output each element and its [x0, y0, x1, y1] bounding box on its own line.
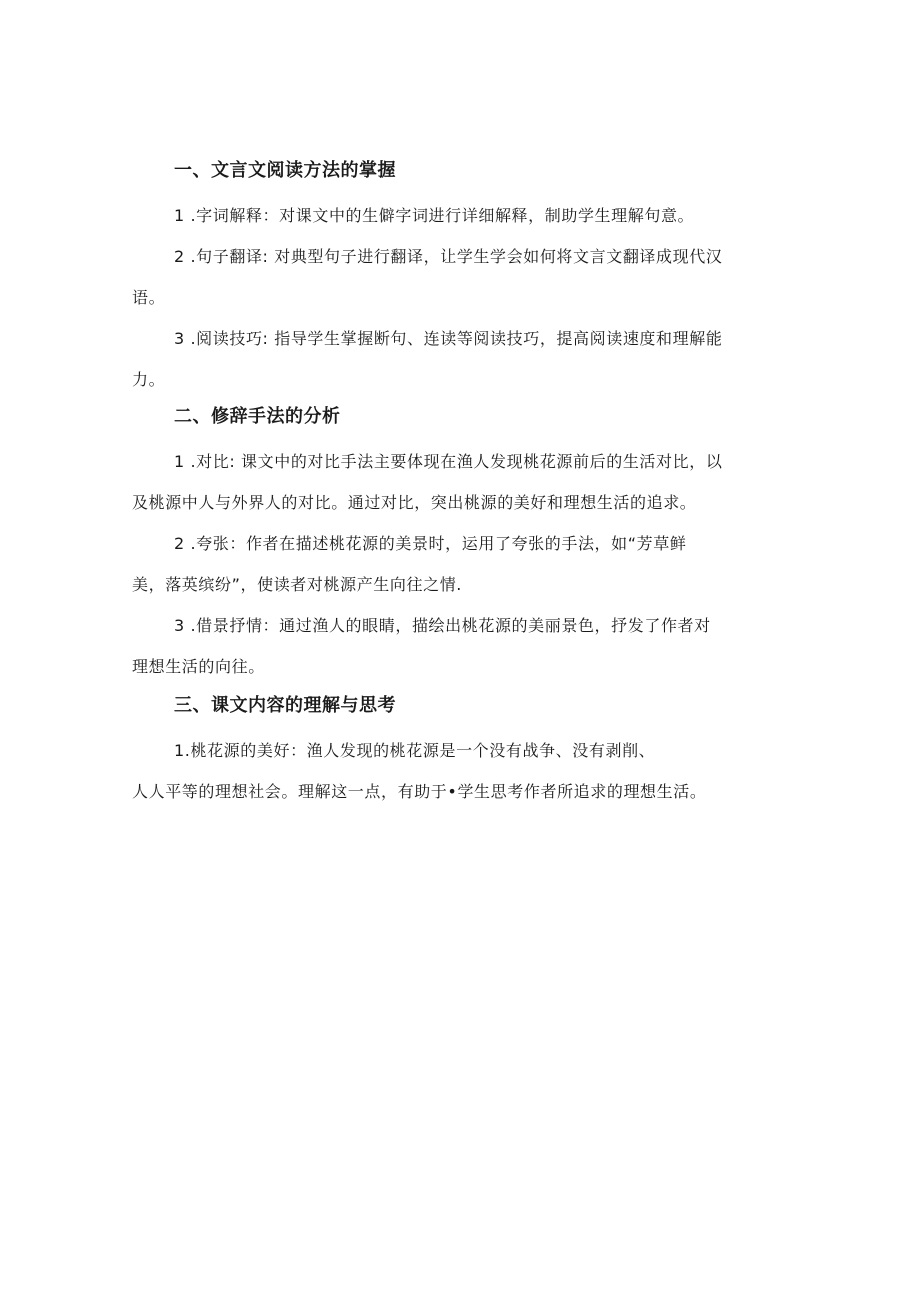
item-line: 语。: [132, 288, 166, 307]
item-line: 1.桃花源的美好：渔人发现的桃花源是一个没有战争、没有剥削、: [174, 741, 656, 760]
item-line: 3 .阅读技巧: 指导学生掌握断句、连读等阅读技巧，提高阅读速度和理解能: [174, 329, 723, 348]
item-line: 力。: [132, 370, 166, 389]
item-line: 3 .借景抒情：通过渔人的眼睛，描绘出桃花源的美丽景色，抒发了作者对: [174, 616, 711, 635]
item-line: 人人平等的理想社会。理解这一点，有助于•学生思考作者所追求的理想生活。: [132, 782, 707, 801]
section-heading: 二、修辞手法的分析: [174, 406, 341, 427]
section-reading-methods: [132, 157, 800, 400]
section-heading: 三、课文内容的理解与思考: [174, 695, 396, 716]
item-line: 理想生活的向往。: [132, 657, 265, 676]
item-line: 2 .句子翻译: 对典型句子进行翻译，让学生学会如何将文言文翻译成现代汉: [174, 247, 723, 266]
section-understanding: [132, 692, 800, 812]
section-heading: 一、文言文阅读方法的掌握: [174, 160, 396, 181]
item-line: 2 .夸张：作者在描述桃花源的美景时，运用了夸张的手法，如“芳草鲜: [174, 534, 687, 553]
section-rhetoric: [132, 403, 800, 687]
item-line: 1 .字词解释：对课文中的生僻字词进行详细解释，制助学生理解句意。: [174, 206, 695, 225]
item-line: 1 .对比: 课文中的对比手法主要体现在渔人发现桃花源前后的生活对比，以: [174, 452, 723, 471]
item-line: 美，落英缤纷”，使读者对桃源产生向往之情.: [132, 575, 462, 594]
item-line: 及桃源中人与外界人的对比。通过对比，突出桃源的美好和理想生活的追求。: [132, 493, 697, 512]
